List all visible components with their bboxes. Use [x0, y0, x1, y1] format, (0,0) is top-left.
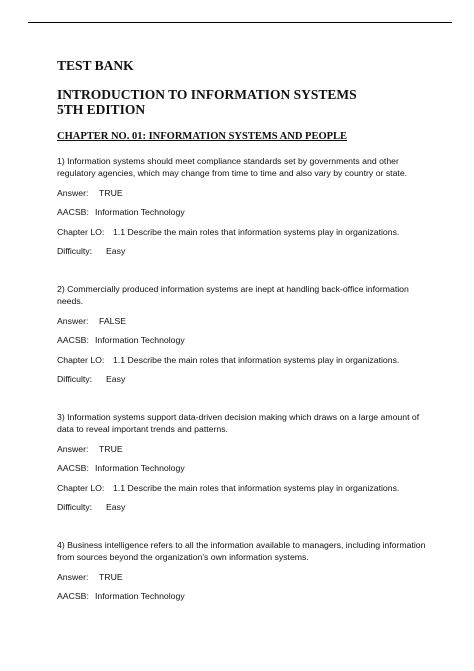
difficulty-label: Difficulty:: [57, 374, 93, 384]
answer-value: TRUE: [99, 187, 123, 198]
question-item: [57, 539, 429, 602]
book-title-block: [57, 87, 429, 117]
chapter-lo-value: 1.1 Describe the main roles that information systems play in organizations.: [113, 482, 400, 493]
answer-row: [57, 187, 429, 199]
aacsb-value: Information Technology: [95, 463, 185, 473]
answer-value: FALSE: [99, 315, 127, 326]
page-content: [57, 58, 429, 602]
aacsb-row: [57, 206, 429, 218]
answer-label: Answer:: [57, 315, 89, 326]
answer-row: [57, 315, 429, 327]
chapter-lo-label: Chapter LO:: [57, 226, 105, 237]
question-item: [57, 283, 429, 385]
aacsb-label: AACSB:: [57, 591, 89, 601]
chapter-lo-value: 1.1 Describe the main roles that information systems play in organizations.: [113, 226, 400, 237]
question-item: [57, 411, 429, 513]
answer-row: [57, 443, 429, 455]
difficulty-row: [57, 373, 429, 385]
chapter-lo-row: [57, 354, 429, 366]
chapter-lo-row: [57, 482, 429, 494]
answer-label: Answer:: [57, 443, 89, 454]
answer-value: TRUE: [99, 443, 123, 454]
aacsb-row: [57, 590, 429, 602]
test-bank-heading: TEST BANK: [57, 58, 134, 73]
difficulty-label: Difficulty:: [57, 246, 93, 256]
aacsb-label: AACSB:: [57, 207, 89, 217]
aacsb-value: Information Technology: [95, 335, 185, 345]
aacsb-label: AACSB:: [57, 335, 89, 345]
aacsb-row: [57, 334, 429, 346]
difficulty-row: [57, 501, 429, 513]
difficulty-row: [57, 245, 429, 257]
chapter-lo-row: [57, 226, 429, 238]
difficulty-value: Easy: [106, 502, 126, 512]
chapter-heading: CHAPTER NO. 01: INFORMATION SYSTEMS AND PEOPLE: [57, 131, 348, 142]
answer-row: [57, 571, 429, 583]
chapter-lo-label: Chapter LO:: [57, 354, 105, 365]
aacsb-value: Information Technology: [95, 207, 185, 217]
aacsb-label: AACSB:: [57, 463, 89, 473]
answer-value: TRUE: [99, 571, 123, 582]
edition: 5TH EDITION: [57, 102, 146, 117]
difficulty-label: Difficulty:: [57, 502, 93, 512]
difficulty-value: Easy: [106, 374, 126, 384]
difficulty-value: Easy: [106, 246, 126, 256]
answer-label: Answer:: [57, 571, 89, 582]
question-text: 3) Information systems support data-driven decision making which draws on a large amount of data to reveal important trends and patterns.: [57, 412, 420, 434]
aacsb-value: Information Technology: [95, 591, 185, 601]
chapter-lo-value: 1.1 Describe the main roles that information systems play in organizations.: [113, 354, 400, 365]
question-text: 1) Information systems should meet compliance standards set by governments and other regulatory agencies, which may change from time to time and also vary by country or state.: [57, 156, 408, 178]
top-rule: [28, 22, 452, 23]
aacsb-row: [57, 462, 429, 474]
question-text: 2) Commercially produced information systems are inept at handling back-office information needs.: [57, 284, 409, 306]
chapter-lo-label: Chapter LO:: [57, 482, 105, 493]
answer-label: Answer:: [57, 187, 89, 198]
question-item: [57, 155, 429, 257]
question-text: 4) Business intelligence refers to all the information available to managers, including information from sources beyond the organization's own information systems.: [57, 540, 426, 562]
book-title: INTRODUCTION TO INFORMATION SYSTEMS: [57, 87, 357, 102]
